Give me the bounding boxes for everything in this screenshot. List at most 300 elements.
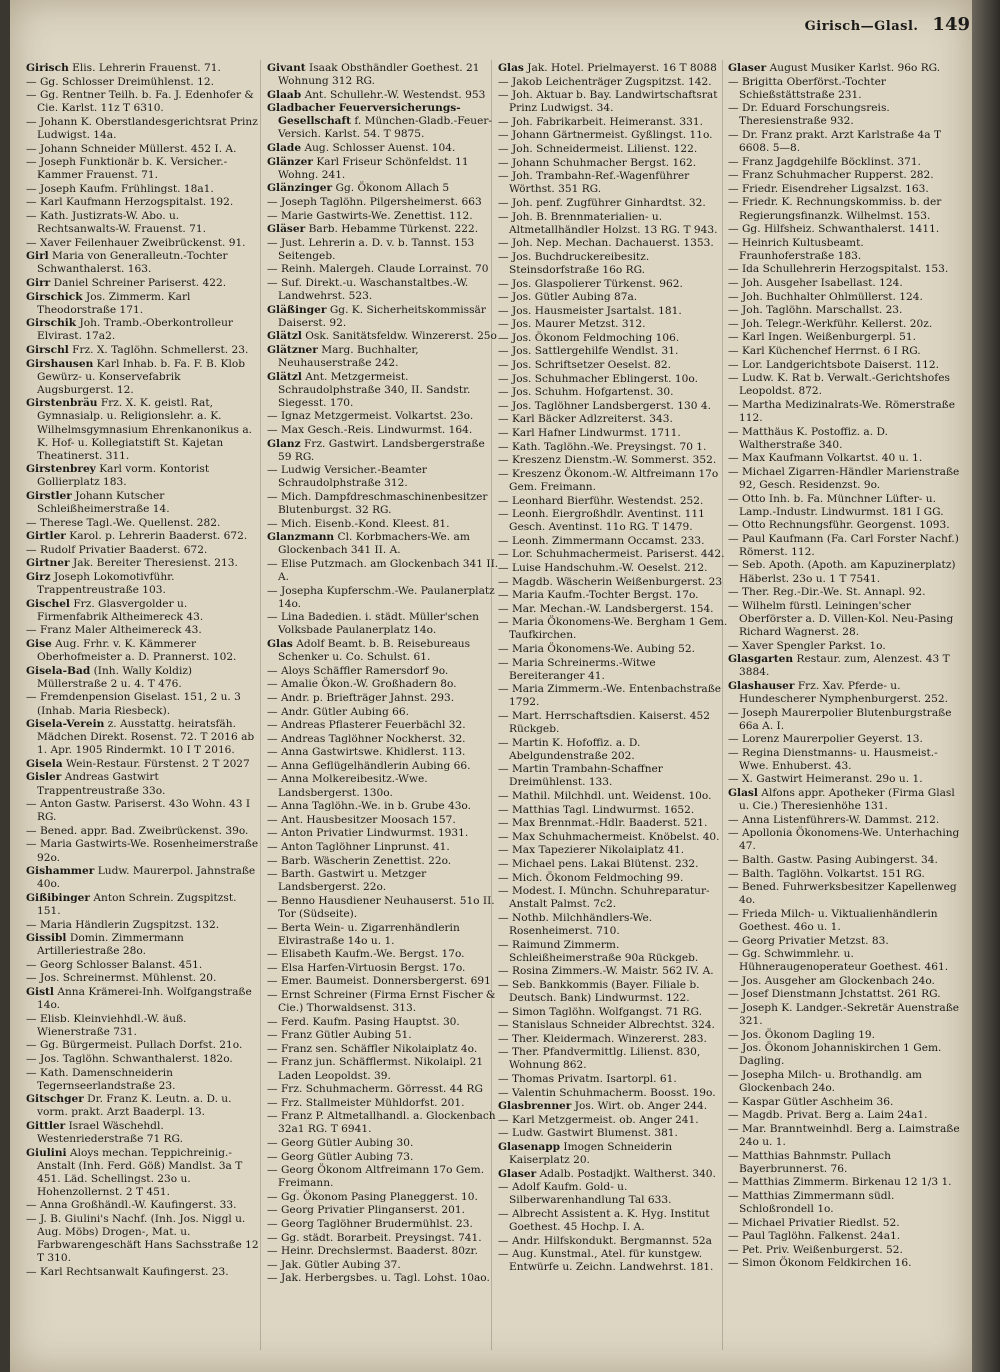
directory-entry: [728, 854, 961, 867]
directory-entry: [267, 989, 500, 1015]
entry-headword: Gisela-Bad: [26, 664, 91, 677]
entry-text: — Johann Schuhmacher Bergst. 162.: [498, 156, 697, 169]
entry-text: Gg. K. Sicherheitskommissär Daiserst. 92.: [278, 303, 486, 329]
entry-text: — Emer. Baumeist. Donnersbergerst. 691: [267, 975, 491, 988]
directory-entry: [267, 156, 500, 182]
entry-text: — Bened. Fuhrwerksbesitzer Kapellenweg 4o.: [728, 881, 957, 907]
directory-entry: [26, 932, 259, 958]
entry-headword: Glätzner: [267, 343, 318, 356]
entry-text: — Matthias Bahnmstr. Pullach Bayerbrunnerst. 76.: [728, 1149, 891, 1175]
entry-headword: Girz: [26, 571, 51, 584]
entry-headword: Girschl: [26, 343, 69, 356]
directory-entry: [267, 1097, 500, 1110]
directory-entry: [267, 102, 500, 141]
directory-entry: [498, 1114, 731, 1127]
directory-entry: [267, 1204, 500, 1217]
directory-entry: [728, 183, 961, 196]
directory-entry: [267, 692, 500, 705]
entry-text: August Musiker Karlst. 96o RG.: [766, 62, 941, 74]
directory-entry: [498, 1087, 731, 1100]
entry-text: Aug. Schlosser Auenst. 104.: [301, 142, 456, 155]
directory-entry: [498, 373, 731, 386]
directory-entry: [267, 962, 500, 975]
entry-text: Barb. Hebamme Türkenst. 222.: [305, 223, 479, 236]
entry-text: Adolf Beamt. b. B. Reisebureaus Schenker u. Co. Schulst. 61.: [278, 638, 471, 664]
entry-text: — Seb. Bankkommis (Bayer. Filiale b. Deutsch. Bank) Lindwurmst. 122.: [498, 978, 700, 1004]
entry-text: — Rosina Zimmers.-W. Maistr. 562 IV. A.: [498, 965, 714, 978]
entry-text: — Jos. Ökonom Dagling 19.: [728, 1028, 876, 1041]
entry-text: — Bened. appr. Bad. Zweibrückenst. 39o.: [26, 824, 249, 837]
directory-entry: [26, 892, 259, 918]
directory-entry: [26, 557, 259, 570]
entry-headword: Giulini: [26, 1146, 67, 1159]
entry-text: — Paul Taglöhn. Falkenst. 24a1.: [728, 1230, 901, 1243]
directory-entry: [498, 1073, 731, 1086]
entry-text: — Otto Inh. b. Fa. Münchner Lüfter- u. Lamp.-Industr. Lindwurmst. 181 I GG.: [728, 492, 944, 518]
directory-entry: [728, 868, 961, 881]
entry-text: — Franz Jagdgehilfe Böcklinst. 371.: [728, 155, 921, 168]
entry-headword: Gischel: [26, 597, 70, 610]
directory-entry: [728, 156, 961, 169]
directory-entry: [26, 972, 259, 985]
entry-text: — Gg. Schwimmlehr. u. Hühneraugenoperateur Goethest. 461.: [728, 948, 949, 974]
entry-text: — Maria Schreinerms.-Witwe Bereiteranger 41.: [498, 656, 656, 682]
directory-entry: [728, 680, 961, 706]
entry-headword: Glätzl: [267, 330, 302, 343]
directory-entry: [498, 211, 731, 237]
directory-entry: [498, 413, 731, 426]
directory-entry: [728, 277, 961, 290]
entry-text: Ludw. Maurerpol. Jahnstraße 40o.: [37, 865, 256, 891]
entry-text: — Joseph Taglöhn. Pilgersheimerst. 663: [267, 195, 482, 208]
entry-text: — Joseph Kaufm. Frühlingst. 18a1.: [26, 182, 214, 195]
directory-entry: [267, 1218, 500, 1231]
entry-text: — Max Gesch.-Reis. Lindwurmst. 164.: [267, 424, 473, 437]
entry-text: — Maria Ökonomens-We. Aubing 52.: [498, 643, 696, 656]
directory-entry: [498, 332, 731, 345]
entry-text: — Frieda Milch- u. Viktualienhändlerin Goethest. 46o u. 1.: [728, 907, 938, 933]
directory-entry: [267, 746, 500, 759]
entry-text: — Jos. Glaspolierer Türkenst. 962.: [498, 277, 683, 290]
entry-text: — Georg Gütler Aubing 73.: [267, 1150, 414, 1163]
directory-entry: [728, 1069, 961, 1095]
directory-entry: [498, 454, 731, 467]
entry-text: — Jak. Herbergsbes. u. Tagl. Lohst. 10ao.: [267, 1272, 490, 1285]
directory-entry: [267, 371, 500, 410]
directory-entry: [498, 359, 731, 372]
entry-headword: Glaser: [498, 1167, 537, 1180]
directory-entry: [728, 372, 961, 398]
directory-entry: [498, 157, 731, 170]
entry-text: — Lina Badedien. i. städt. Müller'schen Volksbade Paulanerplatz 14o.: [267, 611, 479, 637]
directory-entry: [498, 562, 731, 575]
entry-text: — Heinrich Kultusbeamt. Fraunhoferstraße 183.: [728, 236, 864, 262]
directory-entry: [498, 1033, 731, 1046]
directory-entry: [498, 885, 731, 911]
directory-entry: [728, 345, 961, 358]
directory-entry: [26, 544, 259, 557]
entry-text: Israel Wäschehdl. Westenriederstraße 71 RG.: [37, 1119, 183, 1145]
entry-text: — Lor. Schuhmachermeist. Pariserst. 442.: [498, 548, 725, 561]
entry-text: — Franz Schuhmacher Rupperst. 282.: [728, 169, 934, 182]
directory-entry: [26, 317, 259, 343]
column-3: [498, 62, 731, 1362]
entry-headword: Glasgarten: [728, 653, 794, 666]
entry-text: — Elise Putzmach. am Glockenbach 341 II. A.: [267, 557, 499, 584]
entry-text: — Johann Schneider Müllerst. 452 I. A.: [26, 142, 237, 155]
directory-entry: [728, 1244, 961, 1257]
directory-entry: [26, 1013, 259, 1039]
entry-text: Karl Friseur Schönfeldst. 11 Wohng. 241.: [278, 155, 469, 181]
entry-text: — Michael Privatier Riedlst. 52.: [728, 1216, 900, 1229]
entry-text: — Lor. Landgerichtsbote Daiserst. 112.: [728, 358, 939, 371]
entry-text: — Josef Dienstmann Jchstattst. 261 RG.: [728, 988, 941, 1001]
entry-text: — Ludwig Versicher.-Beamter Schraudolphstraße 312.: [267, 464, 427, 490]
entry-text: — Martin Trambahn-Schaffner Dreimühlenst. 133.: [498, 763, 663, 789]
running-head: Girisch—Glasl.: [804, 19, 919, 34]
entry-text: — Luise Handschuhm.-W. Oeselst. 212.: [498, 561, 708, 574]
entry-headword: Gißibinger: [26, 891, 91, 904]
directory-entry: [267, 855, 500, 868]
directory-entry: [26, 1067, 259, 1093]
entry-text: z. Ausstattg. heiratsfäh. Mädchen Direkt. Rosenst. 72. T 2016 ab 1. Apr. 1905 Rindermkt. 10 I T 2016.: [37, 718, 255, 757]
directory-entry: [498, 305, 731, 318]
entry-headword: Gläßinger: [267, 303, 327, 316]
directory-entry: [498, 1181, 731, 1207]
directory-entry: [498, 468, 731, 494]
entry-text: — Jak. Gütler Aubing 37.: [267, 1258, 401, 1271]
directory-entry: [267, 1029, 500, 1042]
directory-entry: [728, 304, 961, 317]
directory-entry: [498, 912, 731, 938]
directory-entry: [26, 1093, 259, 1119]
directory-entry: [498, 400, 731, 413]
entry-text: Dr. Franz K. Leutn. a. D. u. vorm. prakt. Arzt Baaderpl. 13.: [37, 1093, 232, 1119]
directory-entry: [498, 844, 731, 857]
directory-entry: [267, 1164, 500, 1190]
entry-text: — Frz. Stallmeister Mühldorfst. 201.: [267, 1096, 465, 1109]
entry-text: — Anna Gastwirtswe. Khidlerst. 113.: [267, 746, 466, 759]
entry-text: — Kreszenz Dienstm.-W. Sommerst. 352.: [498, 454, 717, 467]
directory-entry: [26, 718, 259, 757]
entry-text: — Joh. Telegr.-Werkführ. Kellerst. 20z.: [728, 317, 933, 330]
directory-entry: [728, 129, 961, 155]
directory-entry: [26, 1213, 259, 1265]
entry-text: — Joseph Maurerpolier Blutenburgstraße 66a A. I.: [728, 706, 952, 732]
directory-entry: [728, 1150, 961, 1176]
directory-entry: [728, 814, 961, 827]
directory-entry: [267, 531, 500, 557]
entry-text: — Josepha Milch- u. Brothandlg. am Glockenbach 24o.: [728, 1069, 922, 1095]
entry-text: — Joh. Schneidermeist. Lilienst. 122.: [498, 143, 698, 156]
directory-entry: [498, 616, 731, 642]
directory-entry: [26, 143, 259, 156]
entry-text: — Johann K. Oberstlandesgerichtsrat Prinz Ludwigst. 14a.: [26, 115, 258, 141]
directory-entry: [728, 237, 961, 263]
directory-entry: [728, 493, 961, 519]
directory-entry: [728, 600, 961, 639]
entry-text: — Ther. Pfandvermittlg. Lilienst. 830, Wohnung 862.: [498, 1046, 701, 1072]
entry-text: — Maria Händlerin Zugspitzst. 132.: [26, 918, 220, 931]
entry-text: Karl Inhab. b. Fa. F. B. Klob Gewürz- u. Konservefabrik Augsburgerst. 12.: [37, 357, 245, 396]
entry-text: Gg. Ökonom Allach 5: [332, 182, 450, 195]
entry-text: — Reinh. Malergeh. Claude Lorrainst. 70: [267, 263, 489, 276]
directory-entry: [498, 548, 731, 561]
entry-text: — Marie Gastwirts-We. Zenettist. 112.: [267, 209, 473, 222]
entry-text: — Josepha Kupferschm.-We. Paulanerplatz 14o.: [267, 584, 495, 610]
entry-text: — Ludw. K. Rat b. Verwalt.-Gerichtshofes Leopoldst. 872.: [728, 372, 950, 398]
directory-entry: [498, 1127, 731, 1140]
entry-text: Frz. X. Taglöhn. Schmellerst. 23.: [68, 343, 249, 356]
entry-text: — Mich. Dampfdreschmaschinenbesitzer Blutenburgst. 32 RG.: [267, 491, 488, 517]
directory-entry: [267, 277, 500, 303]
entry-text: — Andr. Gütler Aubing 66.: [267, 705, 409, 718]
entry-headword: Gistl: [26, 985, 54, 998]
entry-text: — Ernst Schreiner (Firma Ernst Fischer & Cie.) Thorwaldsenst. 313.: [267, 988, 496, 1015]
directory-entry: [267, 841, 500, 854]
entry-headword: Glade: [267, 142, 302, 155]
directory-entry: [26, 358, 259, 397]
directory-entry: [498, 858, 731, 871]
directory-entry: [498, 737, 731, 763]
entry-text: — Georg Ökonom Altfreimann 17o Gem. Freimann.: [267, 1164, 485, 1190]
entry-text: — Gg. städt. Borarbeit. Preysingst. 741.: [267, 1231, 482, 1244]
directory-entry: [26, 665, 259, 691]
directory-entry: [498, 683, 731, 709]
directory-entry: [498, 76, 731, 89]
entry-text: — Michael Zigarren-Händler Marienstraße 92, Gesch. Residenzst. 9o.: [728, 465, 960, 491]
entry-text: — Ferd. Kaufm. Pasing Hauptst. 30.: [267, 1015, 460, 1028]
directory-entry: [26, 156, 259, 182]
entry-text: — Balth. Gastw. Pasing Aubingerst. 34.: [728, 854, 938, 867]
directory-entry: [498, 143, 731, 156]
directory-entry: [267, 585, 500, 611]
directory-entry: [498, 129, 731, 142]
entry-text: — Joh. Fabrikarbeit. Heimeranst. 331.: [498, 115, 703, 128]
entry-text: — Jos. Schriftsetzer Oeselst. 82.: [498, 359, 671, 372]
directory-entry: [728, 948, 961, 974]
entry-text: — Anna Taglöhn.-We. in b. Grube 43o.: [267, 800, 471, 813]
directory-entry: [498, 589, 731, 602]
entry-text: — Balth. Taglöhn. Volkartst. 151 RG.: [728, 867, 925, 880]
directory-entry: [26, 183, 259, 196]
entry-text: Frz. X. K. geistl. Rat, Gymnasialp. u. Religionslehr. a. K. Wilhelmsgymnasium Ehrenkanonikus a. K. Hof- u. Kollegiatstift St. Kajetan Theatinerst. 311.: [37, 397, 253, 462]
directory-entry: [26, 638, 259, 664]
entry-text: — Martha Medizinalrats-We. Römerstraße 112.: [728, 398, 955, 424]
entry-text: — Barth. Gastwirt u. Metzger Landsbergerst. 22o.: [267, 868, 427, 894]
entry-text: — Ignaz Metzgermeist. Volkartst. 23o.: [267, 410, 474, 423]
entry-text: — Aloys Schäffler Ramersdorf 9o.: [267, 664, 449, 677]
directory-entry: [728, 935, 961, 948]
entry-text: — Georg Gütler Aubing 30.: [267, 1137, 414, 1149]
entry-text: — Stanislaus Schneider Albrechtst. 324.: [498, 1019, 715, 1032]
entry-text: — Elisb. Kleinviehhdl.-W. äuß. Wienerstraße 731.: [26, 1012, 187, 1038]
directory-entry: [26, 1199, 259, 1212]
directory-entry: [728, 62, 961, 75]
entry-text: — Franz Gütler Aubing 51.: [267, 1029, 412, 1042]
entry-headword: Glashauser: [728, 679, 795, 692]
directory-entry: [728, 519, 961, 532]
directory-entry: [26, 691, 259, 717]
entry-text: — Xaver Spengler Parkst. 1o.: [728, 639, 886, 652]
directory-entry: [498, 965, 731, 978]
entry-text: Alfons appr. Apotheker (Firma Glasl u. Cie.) Theresienhöhe 131.: [739, 787, 955, 813]
directory-entry: [267, 182, 500, 195]
entry-text: — Mich. Eisenb.-Kond. Kleest. 81.: [267, 517, 450, 530]
directory-entry: [498, 643, 731, 656]
directory-entry: [728, 1190, 961, 1216]
entry-text: — Karl Ingen. Weißenburgerpl. 51.: [728, 331, 917, 344]
entry-text: — Jos. Schuhmacher Eblingerst. 10o.: [498, 372, 698, 385]
directory-entry: [267, 760, 500, 773]
directory-entry: [498, 603, 731, 616]
directory-entry: [26, 196, 259, 209]
directory-entry: [26, 771, 259, 797]
entry-text: — Apollonia Ökonomens-We. Unterhaching 47.: [728, 827, 960, 853]
directory-entry: [26, 530, 259, 543]
directory-entry: [728, 169, 961, 182]
entry-text: — Leonh. Eiergroßhdlr. Aventinst. 111 Gesch. Aventinst. 11o RG. T 1479.: [498, 508, 705, 534]
entry-text: — Dr. Eduard Forschungsreis. Theresienstraße 932.: [728, 102, 890, 128]
directory-entry: [26, 1147, 259, 1199]
directory-entry: [498, 495, 731, 508]
entry-headword: Girl: [26, 250, 49, 263]
entry-headword: Girshausen: [26, 357, 94, 370]
entry-text: — Pet. Priv. Weißenburgerst. 52.: [728, 1243, 903, 1256]
entry-text: — Max Brennmat.-Hdlr. Baaderst. 521.: [498, 817, 708, 830]
entry-text: — Regina Dienstmanns- u. Hausmeist.-Wwe. Enhuberst. 43.: [728, 746, 938, 772]
directory-entry: [267, 814, 500, 827]
entry-text: Jak. Hotel. Prielmayerst. 16 T 8088: [523, 62, 717, 74]
directory-entry: [728, 533, 961, 559]
entry-text: f. München-Gladb.-Feuer-Versich. Karlst. 54. T 9875.: [278, 115, 493, 141]
entry-headword: Girschick: [26, 290, 83, 303]
entry-text: — Jos. Ökonom Feldmoching 106.: [498, 331, 680, 344]
directory-entry: [26, 798, 259, 824]
directory-entry: [267, 1259, 500, 1272]
entry-text: — Wilhelm fürstl. Leiningen'scher Oberförster a. D. Villen-Kol. Neu-Pasing Richard Wagnerst. 28.: [728, 599, 954, 638]
directory-entry: [267, 1272, 500, 1285]
entry-text: Aug. Frhr. v. K. Kämmerer Oberhofmeister a. D. Prannerst. 102.: [37, 638, 237, 664]
directory-entry: [26, 1120, 259, 1146]
entry-text: — Barb. Wäscherin Zenettist. 22o.: [267, 854, 452, 867]
entry-text: — Jos. Taglöhn. Schwanthalerst. 182o.: [26, 1052, 233, 1065]
entry-text: — Fremdenpension Giselast. 151, 2 u. 3 (Inhab. Maria Riesbeck).: [26, 691, 241, 717]
entry-text: — Thomas Privatm. Isartorpl. 61.: [498, 1073, 677, 1086]
entry-text: Anna Krämerei-Inh. Wolfgangstraße 14o.: [37, 985, 252, 1012]
directory-entry: [498, 318, 731, 331]
directory-entry: [728, 1029, 961, 1042]
entry-text: — Maria Ökonomens-We. Bergham 1 Gem. Taufkirchen.: [498, 616, 728, 642]
entry-text: — Anton Gastw. Pariserst. 43o Wohn. 43 I RG.: [26, 798, 251, 824]
directory-entry: [26, 463, 259, 489]
entry-text: — Jos. Gütler Aubing 87a.: [498, 291, 638, 304]
entry-text: — Anna Listenführers-W. Dammst. 212.: [728, 813, 940, 826]
entry-text: — Georg Privatier Plinganserst. 201.: [267, 1204, 465, 1217]
entry-text: — Anton Taglöhner Linprunst. 41.: [267, 840, 450, 853]
directory-entry: [728, 975, 961, 988]
directory-entry: [498, 1208, 731, 1234]
directory-entry: [498, 427, 731, 440]
directory-entry: [267, 438, 500, 464]
directory-entry: [728, 747, 961, 773]
entry-text: — Gg. Rentner Teilh. b. Fa. J. Edenhofer & Cie. Karlst. 11z T 6310.: [26, 89, 254, 115]
entry-text: Jos. Zimmerm. Karl Theodorstraße 171.: [37, 290, 191, 316]
entry-text: — Matthias Tagl. Lindwurmst. 1652.: [498, 803, 695, 816]
entry-text: — Jos. Buchdruckereibesitz. Steinsdorfstraße 16o RG.: [498, 250, 650, 276]
directory-entry: [267, 518, 500, 531]
directory-entry: [498, 804, 731, 817]
directory-entry: [26, 277, 259, 290]
directory-entry: [26, 598, 259, 624]
directory-entry: [728, 102, 961, 128]
page-number: 149: [932, 14, 970, 35]
entry-text: — Nothb. Milchhändlers-We. Rosenheimerst. 710.: [498, 911, 653, 937]
entry-text: — Rudolf Privatier Baaderst. 672.: [26, 543, 208, 556]
directory-entry: [267, 665, 500, 678]
entry-text: — Joseph Funktionär b. K. Versicher.-Kammer Frauenst. 71.: [26, 156, 228, 182]
directory-entry: [498, 576, 731, 589]
directory-entry: [498, 278, 731, 291]
directory-entry: [498, 441, 731, 454]
entry-text: — X. Gastwirt Heimeranst. 29o u. 1.: [728, 773, 923, 786]
directory-entry: [728, 640, 961, 653]
directory-entry: [267, 678, 500, 691]
directory-entry: [26, 116, 259, 142]
directory-entry: [498, 763, 731, 789]
directory-entry: [26, 517, 259, 530]
entry-text: — Gg. Ökonom Pasing Planeggerst. 10.: [267, 1190, 478, 1203]
directory-entry: [26, 865, 259, 891]
entry-text: — Paul Kaufmann (Fa. Carl Forster Nachf.) Römerst. 112.: [728, 532, 959, 558]
directory-entry: [267, 344, 500, 370]
directory-page: [10, 0, 972, 1372]
column-1: [26, 62, 259, 1362]
entry-text: — Jos. Taglöhner Landsbergerst. 130 4.: [498, 399, 711, 412]
entry-text: — Mar. Branntweinhdl. Berg a. Laimstraße 24o u. 1.: [728, 1122, 960, 1148]
entry-text: — Franz Maler Altheimereck 43.: [26, 624, 202, 637]
entry-text: — Gg. Schlosser Dreimühlenst. 12.: [26, 75, 214, 88]
entry-text: — Leonh. Zimmermann Occamst. 233.: [498, 534, 705, 547]
entry-text: — Maria Zimmerm.-We. Entenbachstraße 1792.: [498, 683, 722, 709]
entry-headword: Gittler: [26, 1119, 66, 1132]
directory-entry: [728, 653, 961, 679]
directory-entry: [728, 359, 961, 372]
entry-text: — Ther. Reg.-Dir.-We. St. Annapl. 92.: [728, 586, 926, 599]
directory-entry: [728, 773, 961, 786]
directory-entry: [26, 490, 259, 516]
directory-entry: [26, 758, 259, 771]
entry-text: — Joh. Buchhalter Ohlmüllerst. 124.: [728, 290, 923, 303]
entry-text: — Max Schuhmachermeist. Knöbelst. 40.: [498, 830, 720, 843]
entry-headword: Glanz: [267, 437, 301, 450]
entry-text: — Matthäus K. Postoffiz. a. D. Waltherstraße 340.: [728, 425, 888, 451]
directory-entry: [267, 638, 500, 664]
column-divider: [260, 60, 261, 1350]
directory-entry: [728, 787, 961, 813]
entry-text: Domin. Zimmermann Artilleriestraße 28o.: [37, 932, 184, 958]
entry-text: — Johann Gärtnermeist. Gyßlingst. 11o.: [498, 129, 713, 142]
directory-entry: [267, 1043, 500, 1056]
entry-text: — Anton Privatier Lindwurmst. 1931.: [267, 827, 469, 840]
directory-entry: [26, 1039, 259, 1052]
book-edge: [972, 0, 1000, 1372]
directory-entry: [267, 719, 500, 732]
directory-entry: [498, 1235, 731, 1248]
entry-text: Joh. Tramb.-Oberkontrolleur Elvirast. 17a2.: [37, 317, 233, 343]
directory-entry: [267, 237, 500, 263]
directory-entry: [267, 62, 500, 88]
